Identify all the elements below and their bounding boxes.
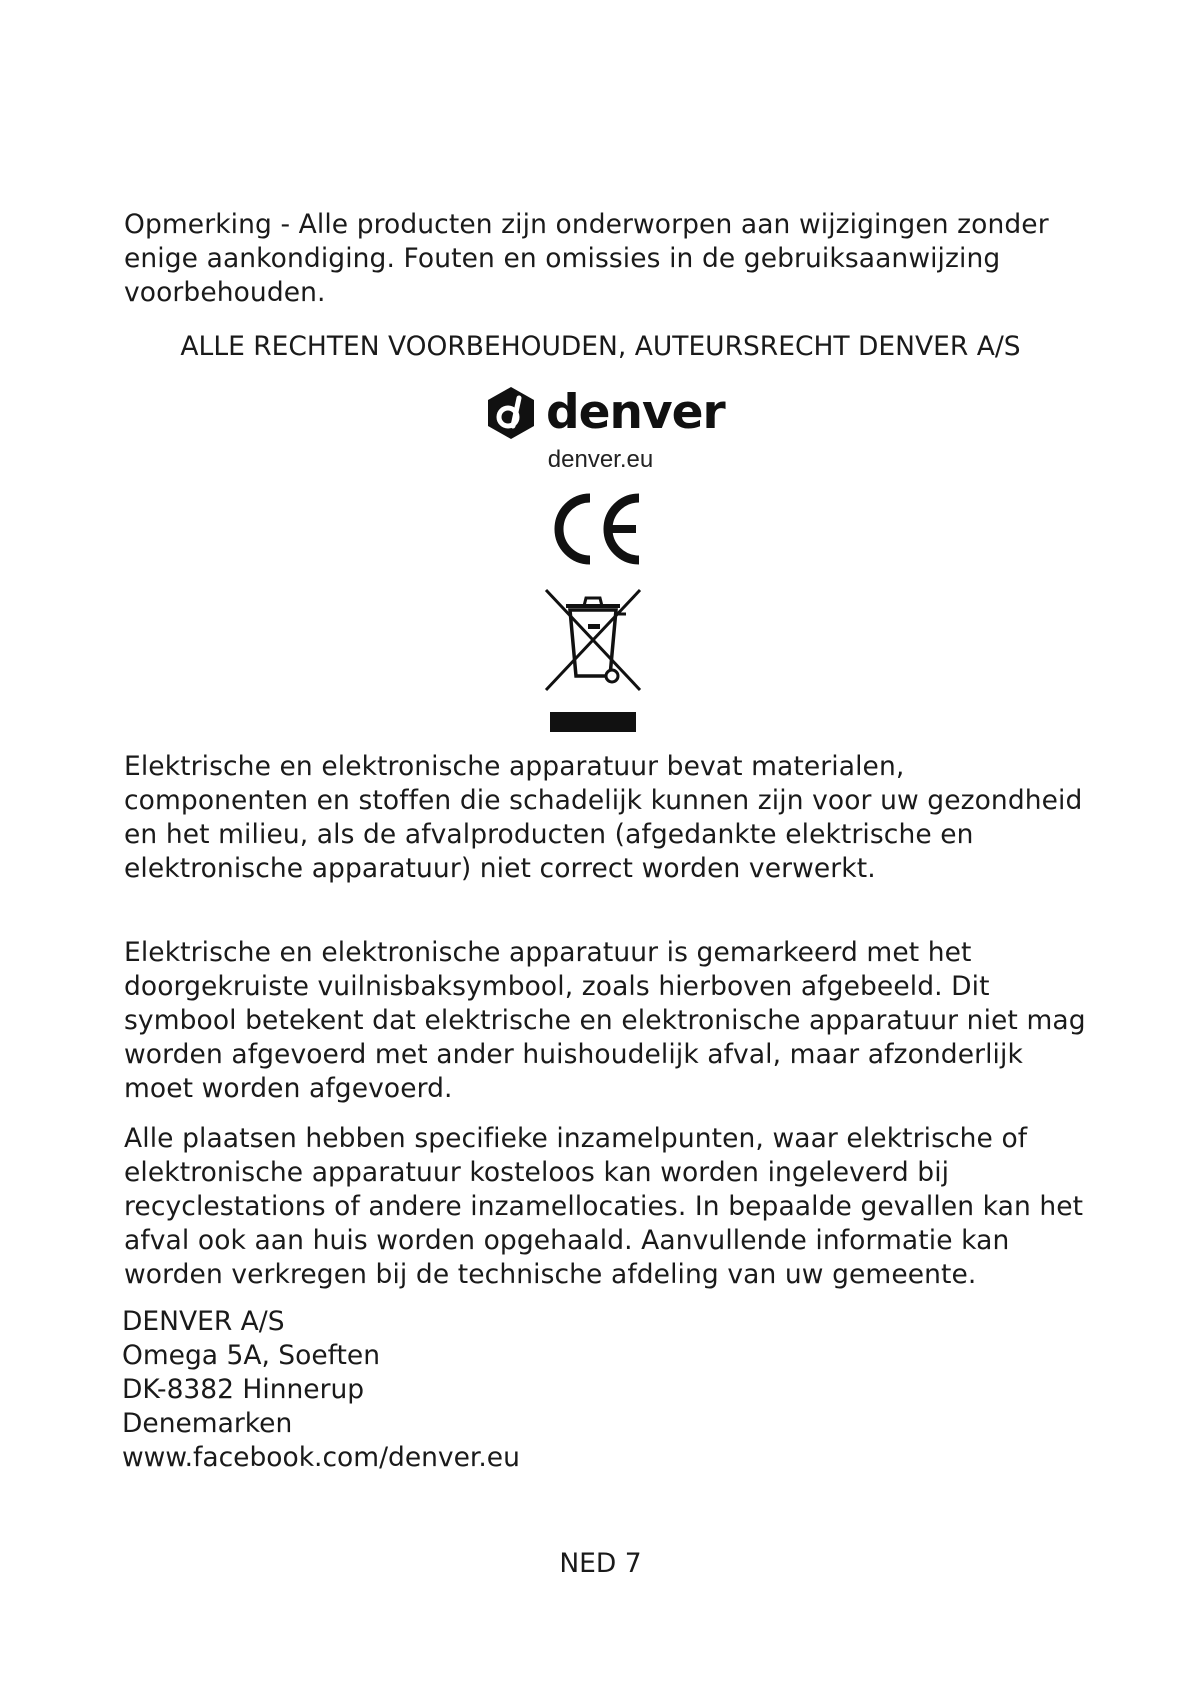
weee-paragraph-3 <box>124 1122 1094 1292</box>
denver-logo <box>486 385 725 441</box>
notice-block <box>124 208 1094 310</box>
weee-crossed-bin-icon <box>538 584 648 694</box>
address-street: Omega 5A, Soeften <box>122 1340 380 1371</box>
address-city: DK-8382 Hinnerup <box>122 1374 365 1405</box>
ce-mark-icon <box>546 492 642 566</box>
paragraph-text: Elektrische en elektronische apparatuur is gemarkeerd met het doorgekruiste vuilnisbaksymbool, zoals hierboven afgebeeld. Dit symbool betekent dat elektrische en elektronische apparatuur niet mag worden afgevoerd met ander huishoudelijk afval, maar afzonderlijk moet worden afgevoerd. <box>124 937 1086 1104</box>
website-label: denver.eu <box>547 446 654 473</box>
address-country: Denemarken <box>122 1408 293 1439</box>
address-company: DENVER A/S <box>122 1306 285 1337</box>
facebook-link[interactable]: www.facebook.com/denver.eu <box>122 1442 520 1473</box>
notice-text: Opmerking - Alle producten zijn onderworpen aan wijzigingen zonder enige aankondiging. Fouten en omissies in de gebruiksaanwijzing voorbehouden. <box>124 209 1049 308</box>
weee-underline-bar <box>550 712 636 732</box>
paragraph-text: Alle plaatsen hebben specifieke inzamelpunten, waar elektrische of elektronische apparatuur kosteloos kan worden ingeleverd bij recyclestations of andere inzamellocaties. In bepaalde gevallen kan het afval ook aan huis worden opgehaald. Aanvullende informatie kan worden verkregen bij de technische afdeling van uw gemeente. <box>124 1123 1084 1290</box>
weee-paragraph-2 <box>124 936 1094 1106</box>
denver-logo-icon <box>486 386 536 440</box>
copyright-line: ALLE RECHTEN VOORBEHOUDEN, AUTEURSRECHT DENVER A/S <box>180 331 1021 362</box>
weee-paragraph-1 <box>124 750 1094 886</box>
logo-wordmark: denver <box>546 385 725 440</box>
paragraph-text: Elektrische en elektronische apparatuur bevat materialen, componenten en stoffen die schadelijk kunnen zijn voor uw gezondheid en het milieu, als de afvalproducten (afgedankte elektrische en elektronische apparatuur) niet correct worden verwerkt. <box>124 751 1083 884</box>
page-number: NED 7 <box>559 1548 642 1579</box>
address-block <box>122 1305 520 1475</box>
